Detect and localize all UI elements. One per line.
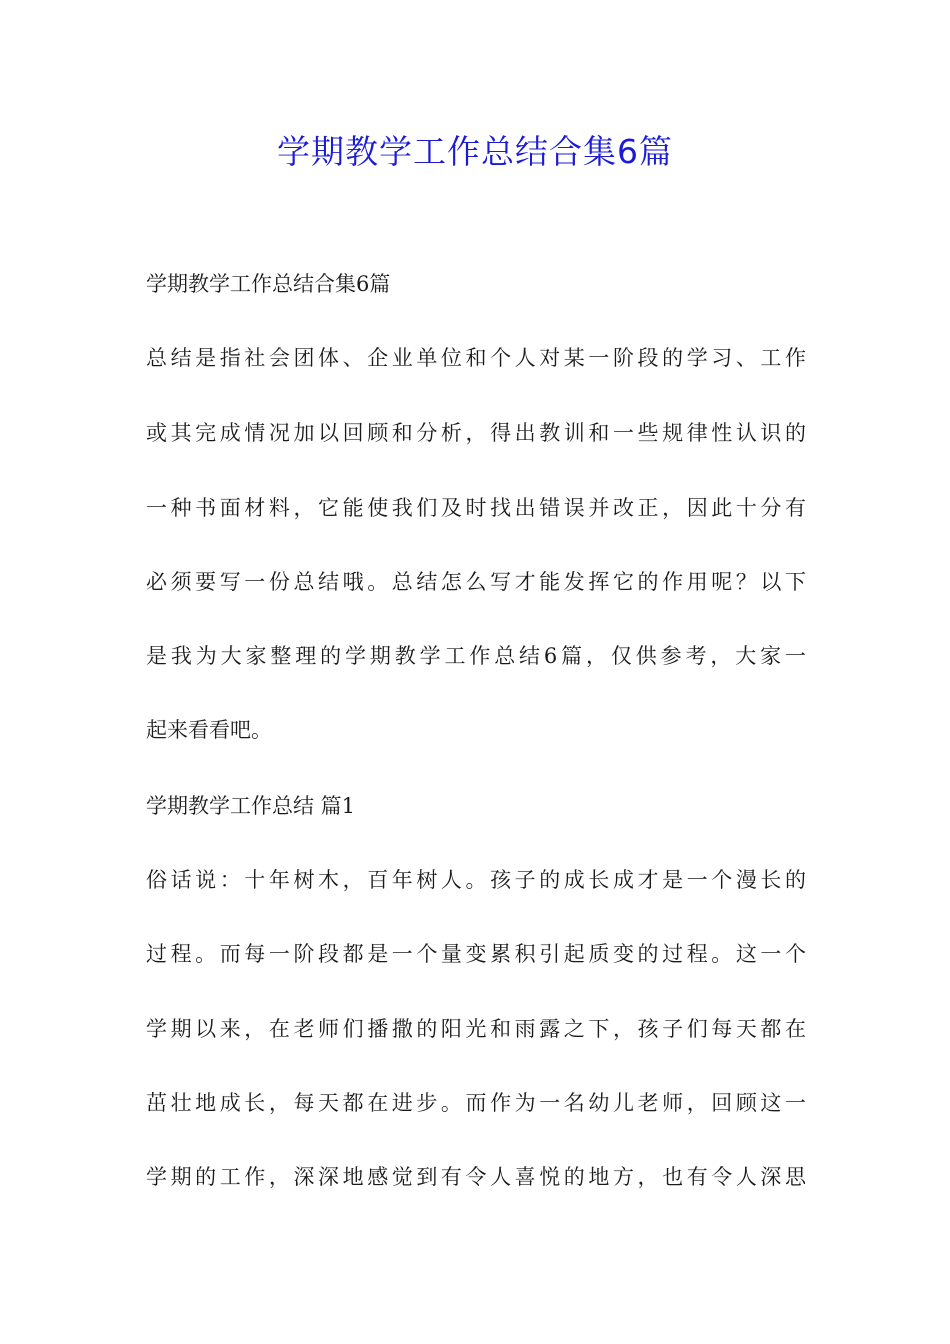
paragraph-line: 茁壮地成长，每天都在进步。而作为一名幼儿老师，回顾这一: [146, 1091, 806, 1115]
paragraph-line: 总结是指社会团体、企业单位和个人对某一阶段的学习、工作: [146, 346, 806, 370]
paragraph-line: 学期以来，在老师们播撒的阳光和雨露之下，孩子们每天都在: [146, 1017, 806, 1041]
paragraph-line: 一种书面材料，它能使我们及时找出错误并改正，因此十分有: [146, 496, 806, 520]
paragraph-line: 必须要写一份总结哦。总结怎么写才能发挥它的作用呢？以下: [146, 570, 806, 594]
section-heading: 学期教学工作总结 篇1: [146, 794, 356, 818]
paragraph-line: 或其完成情况加以回顾和分析，得出教训和一些规律性认识的: [146, 421, 806, 445]
paragraph-line: 学期的工作，深深地感觉到有令人喜悦的地方，也有令人深思: [146, 1165, 806, 1189]
document-subtitle: 学期教学工作总结合集6篇: [146, 272, 391, 296]
paragraph-line: 俗话说：十年树木，百年树人。孩子的成长成才是一个漫长的: [146, 868, 806, 892]
document-title: 学期教学工作总结合集6篇: [277, 132, 673, 171]
paragraph-line: 起来看看吧。: [146, 718, 272, 742]
paragraph-line: 是我为大家整理的学期教学工作总结6篇，仅供参考，大家一: [146, 644, 806, 668]
paragraph-line: 过程。而每一阶段都是一个量变累积引起质变的过程。这一个: [146, 942, 806, 966]
